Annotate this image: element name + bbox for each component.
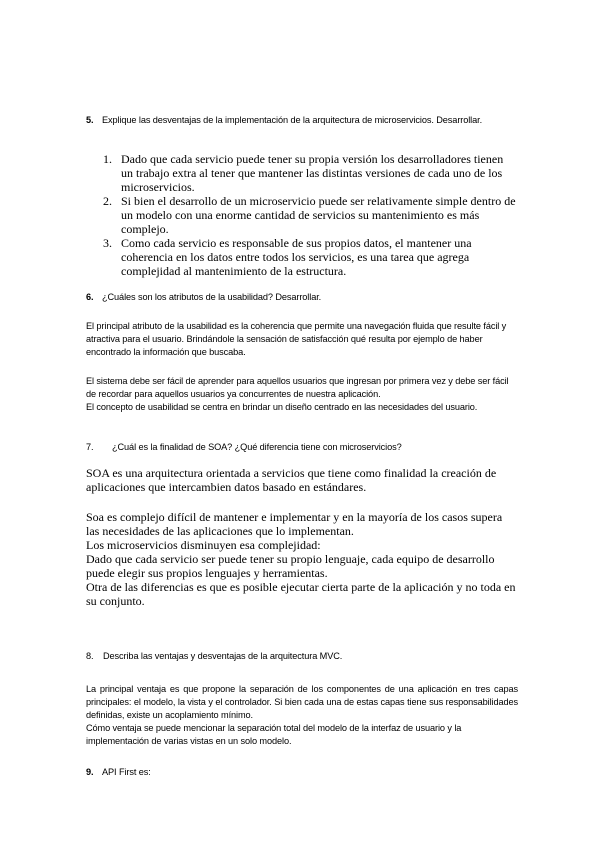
question-6-number: 6. (86, 292, 94, 302)
question-6-answer-paragraph: El sistema debe ser fácil de aprender para aquellos usuarios que ingresan por primera vez y debe ser fácil de recordar para aquellos usuarios ya concurrentes de nuestra aplicación. (86, 376, 509, 399)
question-6-answer-paragraph: El concepto de usabilidad se centra en brindar un diseño centrado en las necesidades del usuario. (86, 402, 478, 412)
list-item-number: 3. (103, 236, 112, 250)
question-5-number: 5. (86, 115, 94, 125)
question-7-title: ¿Cuál es la finalidad de SOA? ¿Qué diferencia tiene con microservicios? (112, 442, 402, 452)
list-item-text: Como cada servicio es responsable de sus propios datos, el mantener una coherencia en los datos entre todos los servicios, es una tarea que agrega complejidad al mantenimiento de la estructura. (121, 236, 472, 278)
list-item-text: Si bien el desarrollo de un microservicio puede ser relativamente simple dentro de un modelo con una enorme cantidad de servicios su mantenimiento es más complejo. (121, 194, 516, 236)
question-5-list (103, 152, 518, 278)
list-item-number: 1. (103, 152, 112, 166)
question-6-heading (86, 291, 518, 304)
question-6-answer-paragraph: El principal atributo de la usabilidad es la coherencia que permite una navegación fluida que resulte fácil y atractiva para el usuario. Brindándole la sensación de satisfacción qué resulta por ejemplo de haber encontrado la información que buscaba. (86, 321, 507, 357)
question-8-title: Describa las ventajas y desventajas de la arquitectura MVC. (103, 651, 343, 661)
list-item-text: Dado que cada servicio puede tener su propia versión los desarrolladores tienen un trabajo extra al tener que mantener las distintas versiones de cada uno de los microservicios. (121, 152, 504, 194)
question-9-number: 9. (86, 767, 94, 777)
question-7-answer-paragraph: SOA es una arquitectura orientada a servicios que tiene como finalidad la creación de aplicaciones que intercambien datos basado en estándares. (86, 466, 497, 494)
question-5-heading (86, 114, 518, 127)
list-item-number: 2. (103, 194, 112, 208)
question-5-title: Explique las desventajas de la implementación de la arquitectura de microservicios. Desarrollar. (102, 115, 483, 125)
list-item (103, 236, 518, 278)
question-7-number: 7. (86, 442, 94, 452)
question-9-title: API First es: (102, 767, 151, 777)
question-7-answer-paragraph: Otra de las diferencias es que es posible ejecutar cierta parte de la aplicación y no toda en su conjunto. (86, 580, 516, 608)
question-9-heading (86, 766, 518, 779)
question-6-title: ¿Cuáles son los atributos de la usabilidad? Desarrollar. (102, 292, 322, 302)
question-8-answer-paragraph: Cómo ventaja se puede mencionar la separación total del modelo de la interfaz de usuario y la implementación de varias vistas en un solo modelo. (86, 723, 462, 746)
list-item (103, 152, 518, 194)
question-7-answer-paragraph: Soa es complejo difícil de mantener e implementar y en la mayoría de los casos supera las necesidades de las aplicaciones que lo implementan. (86, 510, 503, 538)
question-7-answer-paragraph: Dado que cada servicio ser puede tener su propio lenguaje, cada equipo de desarrollo puede elegir sus propios lenguajes y herramientas. (86, 552, 495, 580)
question-7-heading (86, 441, 518, 454)
list-item (103, 194, 518, 236)
question-8-answer-paragraph: La principal ventaja es que propone la separación de los componentes de una aplicación en tres capas principales: el modelo, la vista y el controlador. Si bien cada una de estas capas tiene sus responsabilidades definidas, existe un acoplamiento mínimo. (86, 684, 518, 720)
question-7-answer-paragraph: Los microservicios disminuyen esa complejidad: (86, 538, 321, 552)
question-8-number: 8. (86, 651, 94, 661)
question-8-heading (86, 650, 518, 663)
